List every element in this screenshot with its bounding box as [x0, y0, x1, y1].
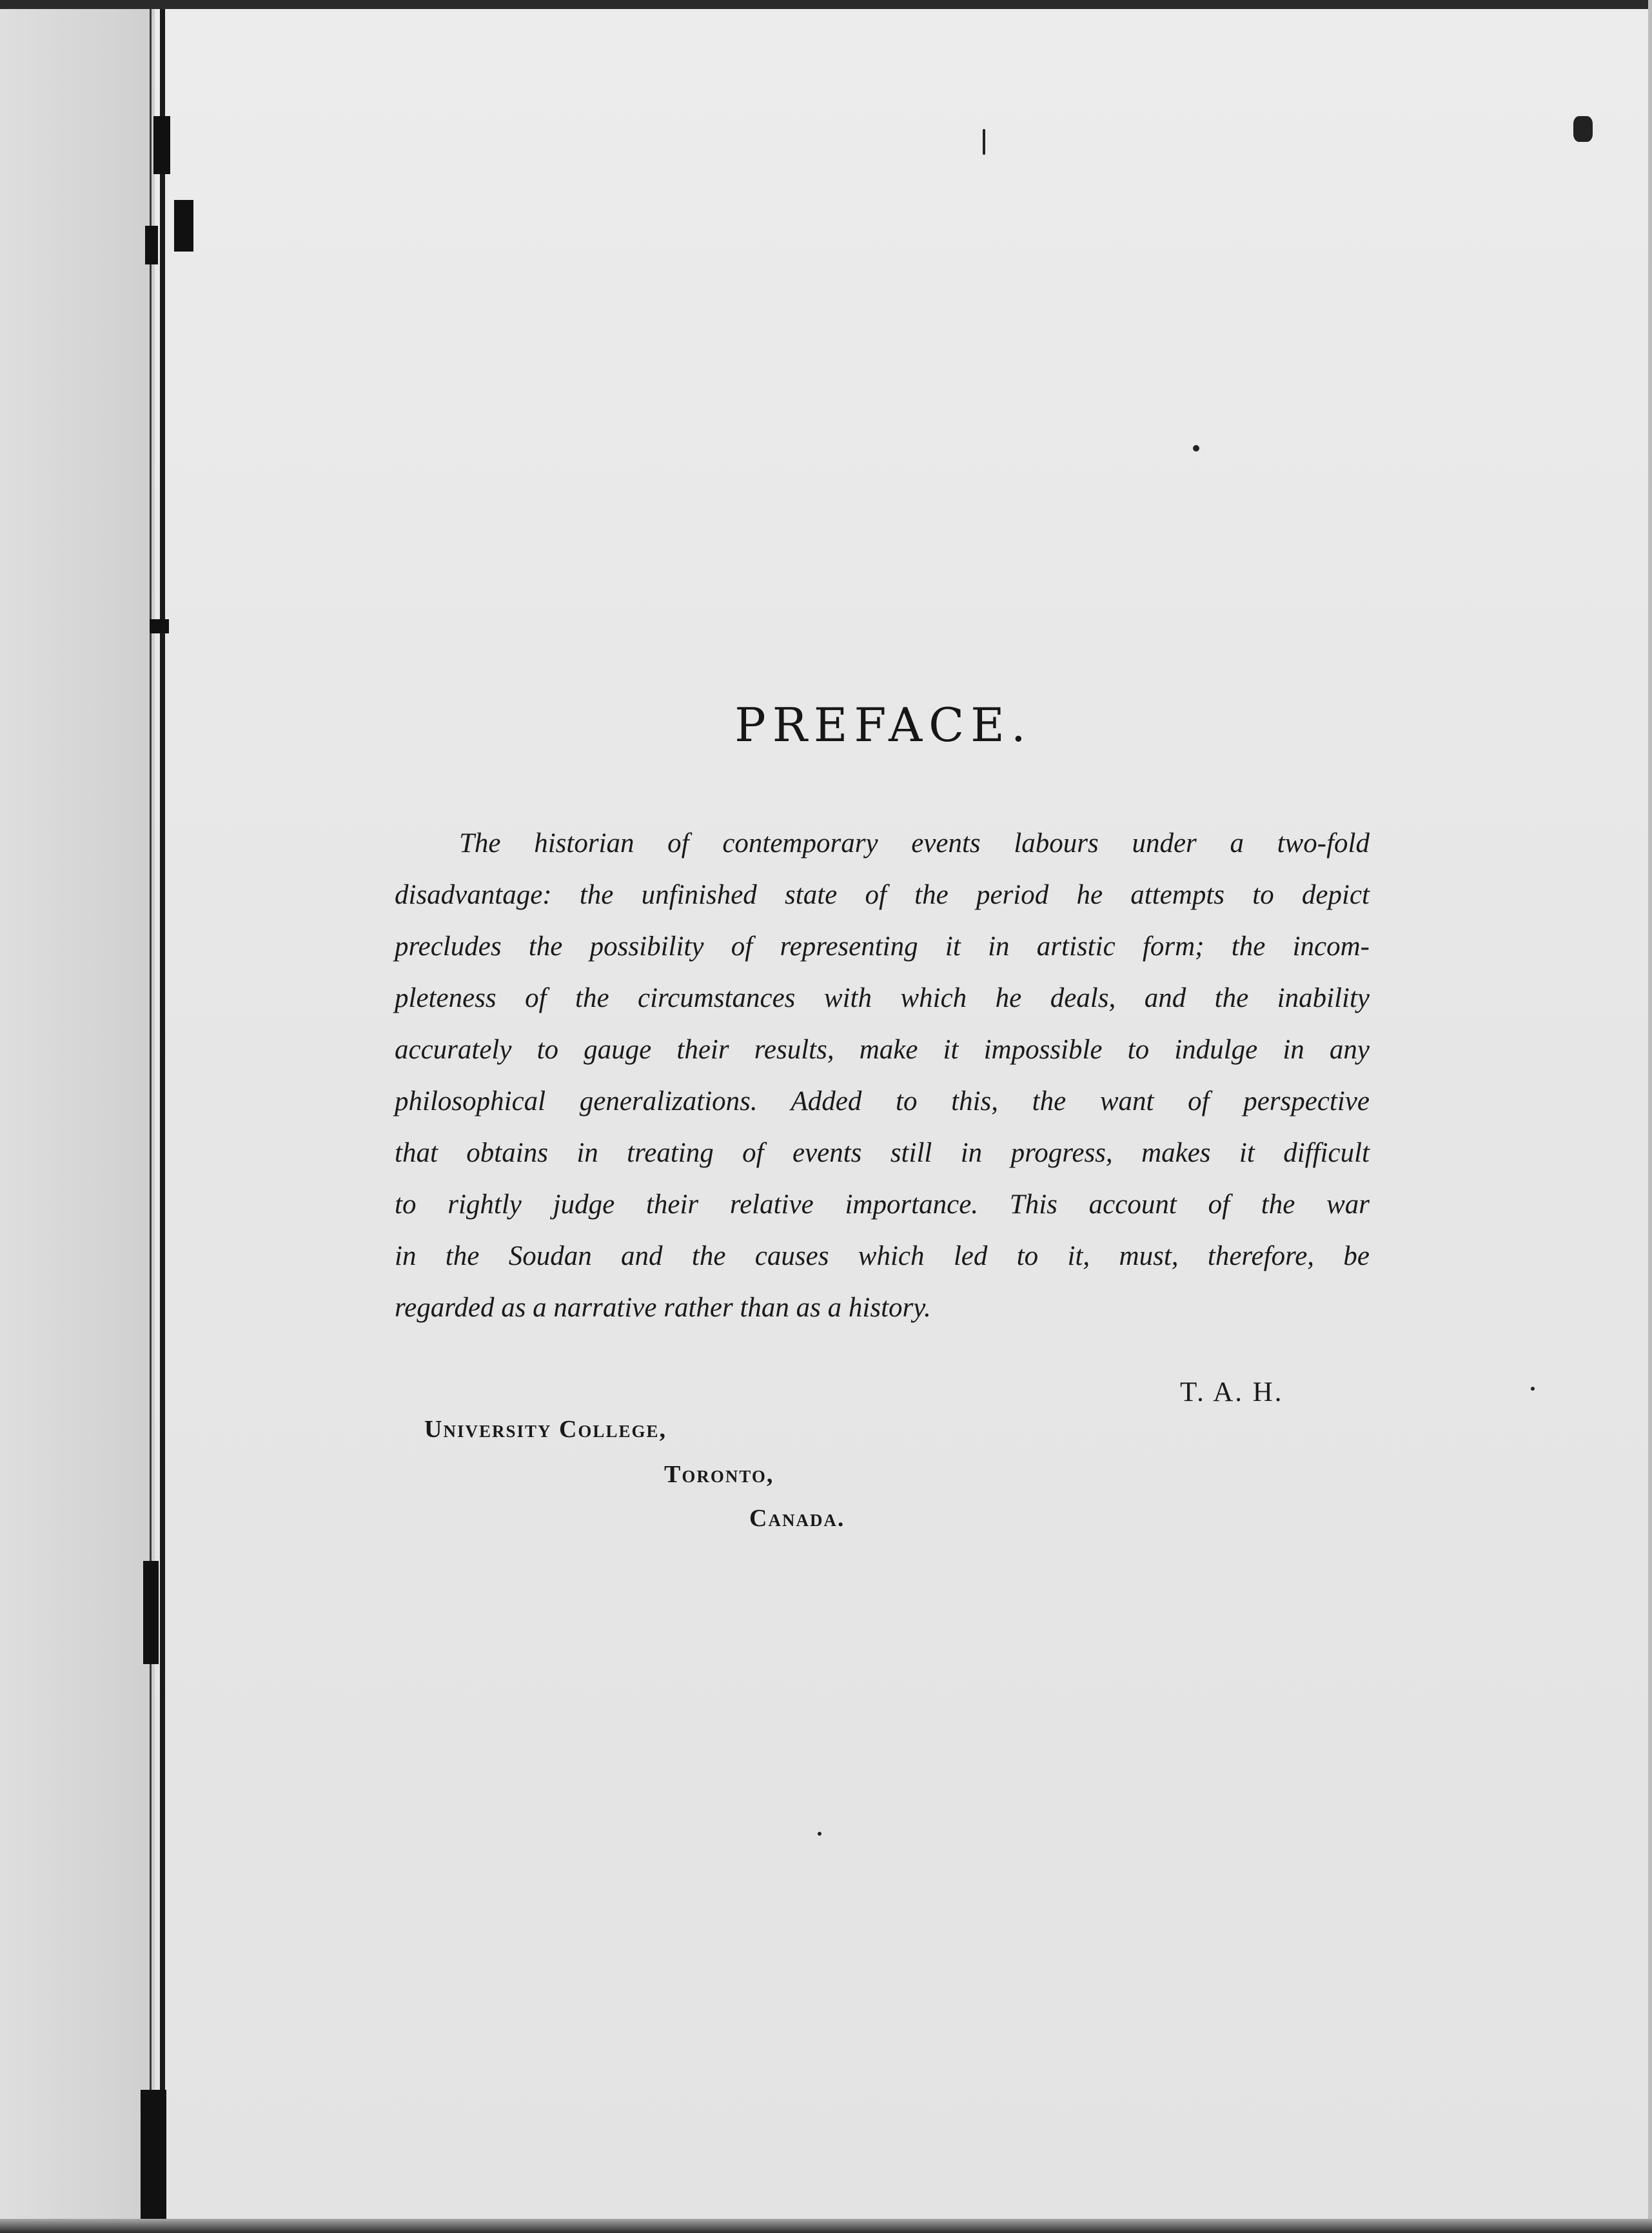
paragraph-line: accurately to gauge their results, make it impossible to indulge in any [395, 1035, 1370, 1065]
paragraph-line: precludes the possibility of representing it in artistic form; the incom- [395, 931, 1370, 962]
address-line-institution: University College, [424, 1416, 667, 1443]
binding-tear-mark [150, 619, 169, 633]
paragraph-line: The historian of contemporary events labours under a two-fold [459, 828, 1370, 858]
ink-speck [1193, 445, 1199, 452]
bottom-scan-edge [0, 2219, 1652, 2233]
address-line-country: Canada. [749, 1505, 845, 1532]
paragraph-line: to rightly judge their relative importance. This account of the war [395, 1189, 1370, 1220]
paragraph-line: pleteness of the circumstances with which he deals, and the inability [395, 983, 1370, 1013]
preface-paragraph [395, 818, 1370, 1334]
binding-edge-inner [150, 0, 152, 2233]
paragraph-line: disadvantage: the unfinished state of the period he attempts to depict [395, 880, 1370, 910]
binding-tear-mark [143, 1561, 159, 1664]
binding-tear-mark [174, 200, 193, 252]
binding-edge [160, 0, 165, 2233]
page-title: PREFACE. [734, 698, 1032, 752]
binding-tear-mark [153, 116, 170, 174]
ink-speck [818, 1832, 821, 1836]
binding-tear-mark [145, 226, 158, 264]
paragraph-line: in the Soudan and the causes which led to it, must, therefore, be [395, 1241, 1370, 1271]
author-initials: T. A. H. [1180, 1377, 1284, 1407]
ink-speck [983, 129, 985, 155]
ink-speck [1573, 116, 1593, 142]
address-line-city: Toronto, [664, 1461, 774, 1488]
paragraph-line: that obtains in treating of events still in progress, makes it difficult [395, 1138, 1370, 1168]
paragraph-line: philosophical generalizations. Added to this, the want of perspective [395, 1086, 1370, 1116]
right-scan-edge [1648, 0, 1652, 2233]
top-scan-edge [0, 0, 1652, 9]
left-margin [0, 0, 155, 2233]
binding-tear-mark [141, 2090, 166, 2219]
ink-speck [1531, 1387, 1535, 1391]
paragraph-line: regarded as a narrative rather than as a history. [395, 1293, 931, 1323]
